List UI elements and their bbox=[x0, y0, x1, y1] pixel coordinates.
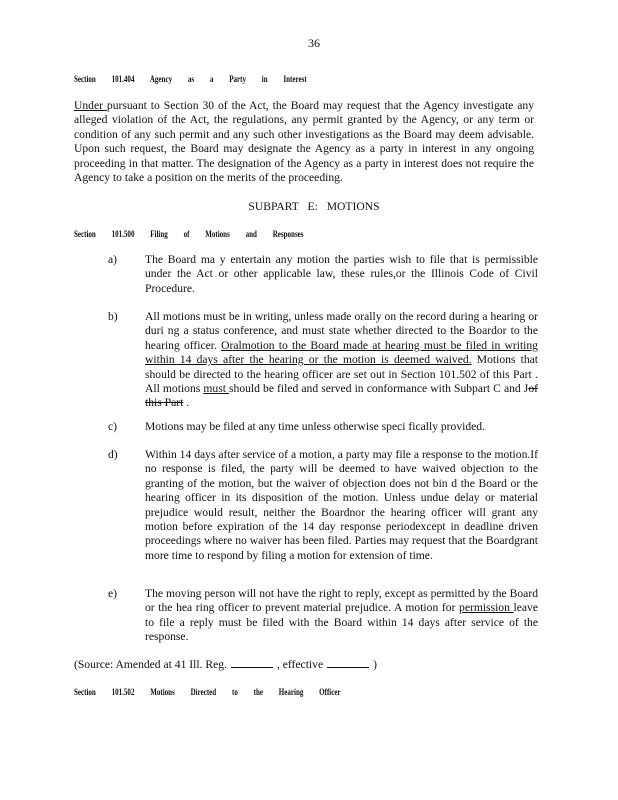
underlined-insertion: Under bbox=[74, 99, 107, 112]
subsection-text: The Board ma y entertain any motion the parties wish to file that is permissible under the Act or other applicable law, these rules,or the Illinois Code of Civil Procedure. bbox=[145, 253, 538, 295]
text-run: Motions that should be directed to the hearing officer are set out in Section 101.502 of this Part . All motions bbox=[145, 353, 538, 396]
subsection-label: b) bbox=[108, 310, 118, 323]
source-text: (Source: Amended at 41 Ill. Reg. bbox=[74, 658, 227, 671]
subsection-b bbox=[108, 310, 538, 411]
subsection-text: Motions may be filed at any time unless otherwise speci fically provided. bbox=[145, 420, 486, 433]
blank-line bbox=[327, 657, 369, 668]
section-101-502-heading: Section 101.502 Motions Directed to the Hearing Officer bbox=[74, 687, 341, 697]
subsection-text bbox=[145, 310, 538, 411]
subsection-a bbox=[108, 253, 538, 296]
text-run: The moving person will not have the right to reply, except as permitted by the Board or the hea ring officer to prevent material prejudice. A motion for bbox=[145, 587, 538, 615]
section-101-404-heading: Section 101.404 Agency as a Party in Interest bbox=[74, 74, 307, 84]
subsection-label: d) bbox=[108, 448, 118, 461]
subsection-label: e) bbox=[108, 587, 118, 600]
subsection-e bbox=[108, 587, 538, 645]
section-101-500-heading: Section 101.500 Filing of Motions and Responses bbox=[74, 229, 304, 239]
subsection-text bbox=[145, 587, 538, 645]
text-run: should be filed and served in conformance with Subpart C and J bbox=[229, 382, 529, 396]
text-run: . bbox=[183, 396, 190, 410]
blank-line bbox=[231, 657, 273, 668]
subsection-label: a) bbox=[108, 253, 118, 266]
struck-deletion: of this Part bbox=[145, 382, 538, 410]
text-run: leave to file a reply must be filed with the Board within 14 days after service of the response. bbox=[145, 601, 538, 644]
paragraph-text: pursuant to Section 30 of the Act, the Board may request that the Agency investigate any alleged violation of the Act, the regulations, any permit granted by the Agency, or any term or condition of any such permit and any such other investigations as the Board may deem advisable. Upon such request, the Board may designate the Agency as a party in interest in any ongoing proceeding in that matter. The designation of the Agency as a party in interest does not require the Agency to take a position on the merits of the proceeding. bbox=[74, 99, 534, 185]
source-note bbox=[74, 657, 377, 671]
underlined-insertion: Oralmotion to the Board made at hearing must be filed in writing within 14 days after the hearing or the motion is deemed waived. bbox=[145, 338, 538, 367]
subsection-d bbox=[108, 448, 538, 563]
page-number: 36 bbox=[308, 36, 320, 50]
subpart-heading: SUBPART E: MOTIONS bbox=[248, 200, 380, 213]
source-text: , effective bbox=[276, 658, 324, 671]
subsection-c bbox=[108, 420, 538, 434]
text-run: All motions must be in writing, unless made orally on the record during a hearing or duri ng a status conference, and must state whether directed to the Boardor to the hearing officer. bbox=[145, 310, 538, 352]
section-101-404-paragraph bbox=[74, 99, 534, 185]
source-text: ) bbox=[373, 658, 377, 671]
underlined-insertion: must bbox=[203, 382, 230, 396]
subsection-label: c) bbox=[108, 420, 118, 433]
subsection-text: Within 14 days after service of a motion, a party may file a response to the motion.If no response is filed, the party will be deemed to have waived objection to the granting of the motion, but the waiver of objection does not bin d the Board or the hearing officer in its disposition of the motion. Unless undue delay or material prejudice would result, neither the Boardnor the hearing officer will grant any motion before expiration of the 14 day response periodexcept in deadline driven proceedings where no waiver has been filed. Parties may request that the Boardgrant more time to respond by filing a motion for extension of time. bbox=[145, 448, 538, 562]
underlined-insertion: permission bbox=[459, 601, 514, 615]
